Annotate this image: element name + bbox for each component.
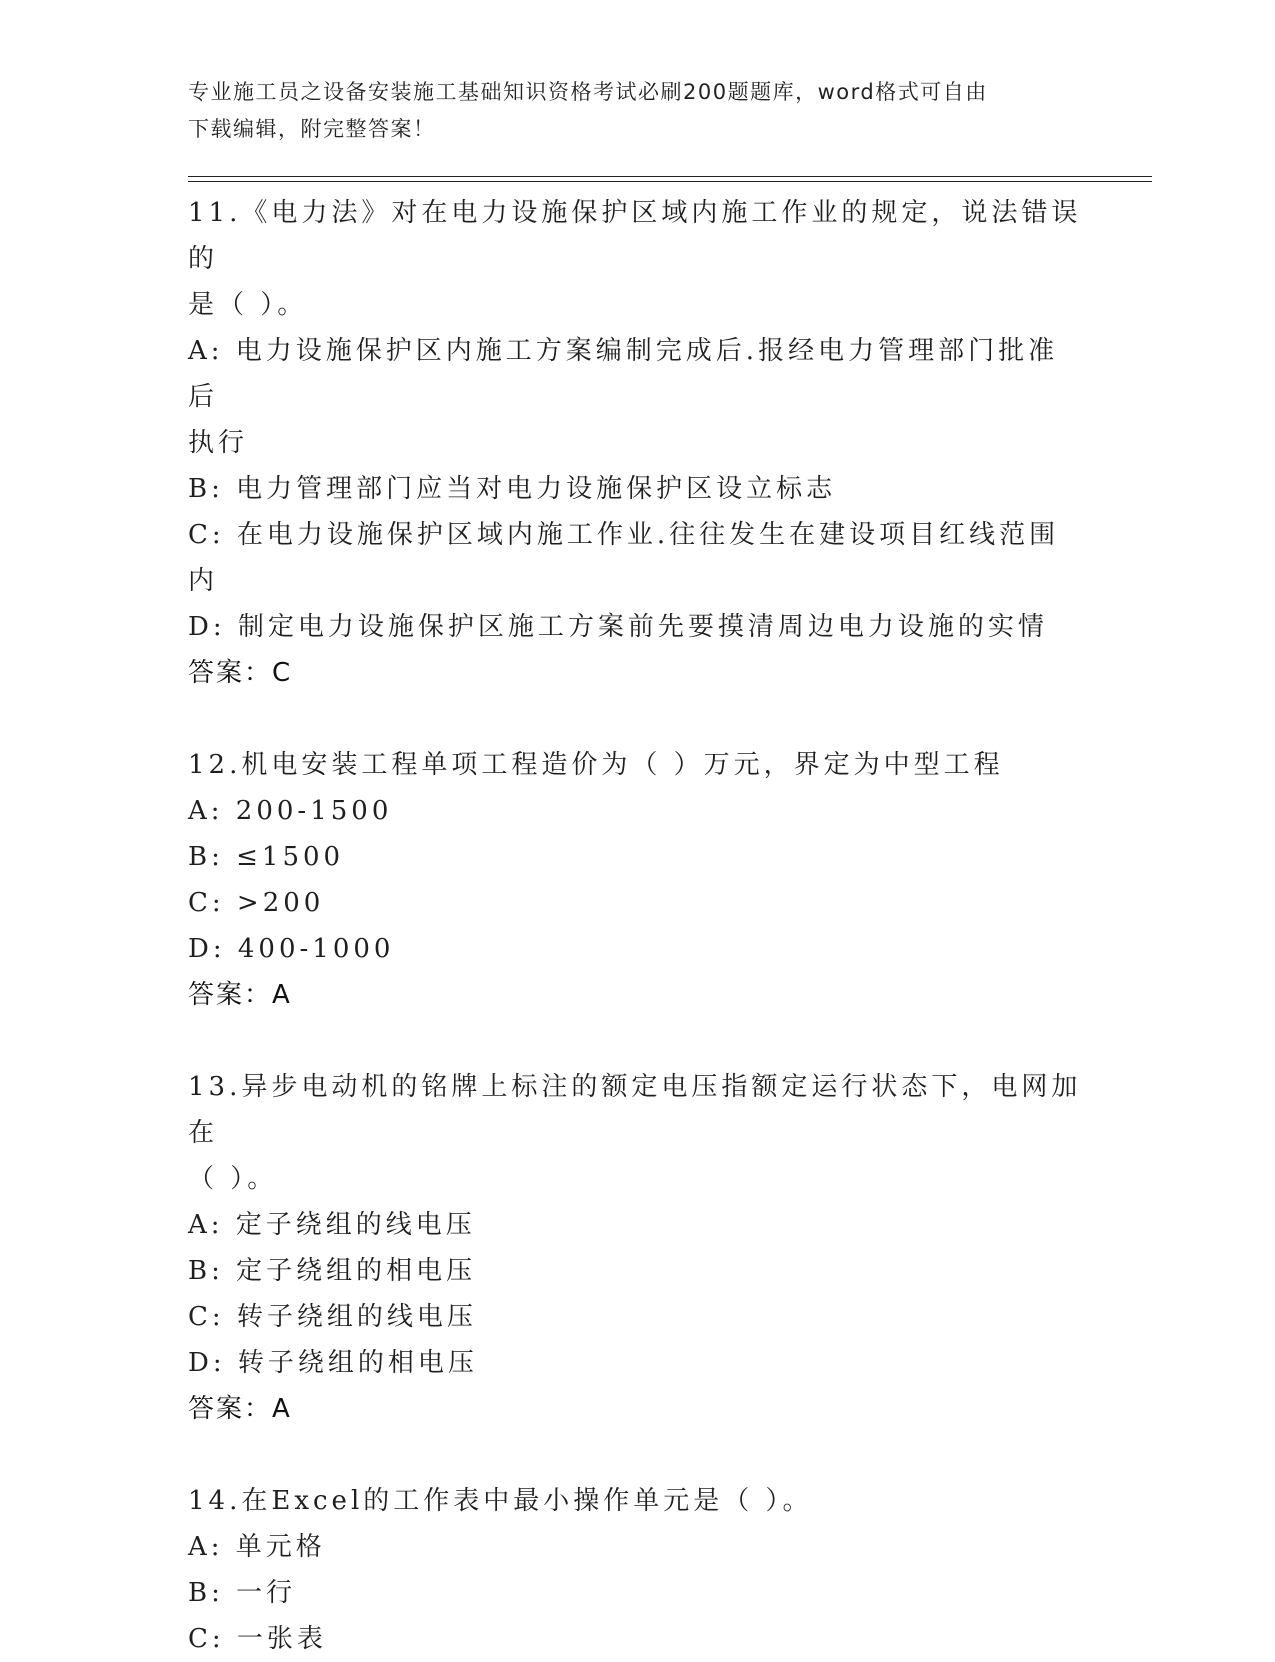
question-stem: 12.机电安装工程单项工程造价为（ ）万元，界定为中型工程 (188, 750, 1004, 780)
answer-option: B: 电力管理部门应当对电力设施保护区设立标志 (188, 474, 837, 504)
answer-option: C: >200 (188, 888, 325, 918)
answer-option: A: 定子绕组的线电压 (188, 1210, 476, 1240)
answer-option: D: 400-1000 (188, 934, 395, 964)
header-divider-top (188, 176, 1152, 177)
question-spacer (188, 1432, 1088, 1478)
answer-option: D: 转子绕组的相电压 (188, 1348, 478, 1378)
correct-answer: 答案：A (188, 1394, 292, 1424)
answer-option: A: 200-1500 (188, 796, 393, 826)
answer-option: B: ≤1500 (188, 842, 345, 872)
question-spacer (188, 1018, 1088, 1064)
answer-option: C: 一张表 (188, 1624, 327, 1654)
answer-option: D: 制定电力设施保护区施工方案前先要摸清周边电力设施的实情 (188, 612, 1048, 642)
document-header (188, 74, 1068, 148)
answer-option: A: 单元格 (188, 1532, 326, 1562)
question-stem: 是（ ）。 (188, 290, 308, 320)
header-line-2: 下载编辑，附完整答案！ (188, 117, 436, 141)
answer-option: B: 定子绕组的相电压 (188, 1256, 477, 1286)
correct-answer: 答案：A (188, 980, 292, 1010)
question-block (188, 1064, 1088, 1432)
question-stem: （ ）。 (188, 1164, 278, 1194)
answer-option: C: 在电力设施保护区域内施工作业.往往发生在建设项目红线范围内 (188, 520, 1060, 596)
header-line-1: 专业施工员之设备安装施工基础知识资格考试必刷200题题库，word格式可自由 (188, 80, 988, 104)
answer-option: A: 电力设施保护区内施工方案编制完成后.报经电力管理部门批准后 (188, 336, 1059, 412)
question-stem: 11.《电力法》对在电力设施保护区域内施工作业的规定，说法错误的 (188, 198, 1082, 274)
answer-option: 执行 (188, 428, 249, 458)
correct-answer: 答案：C (188, 658, 293, 688)
answer-option: B: 一行 (188, 1578, 297, 1608)
question-block (188, 190, 1088, 696)
question-block (188, 742, 1088, 1018)
question-stem: 13.异步电动机的铭牌上标注的额定电压指额定运行状态下，电网加在 (188, 1072, 1082, 1148)
question-spacer (188, 696, 1088, 742)
question-list (188, 190, 1088, 1662)
question-block (188, 1478, 1088, 1662)
header-divider-bottom (188, 181, 1152, 182)
question-stem: 14.在Excel的工作表中最小操作单元是（ ）。 (188, 1486, 813, 1516)
answer-option: C: 转子绕组的线电压 (188, 1302, 477, 1332)
